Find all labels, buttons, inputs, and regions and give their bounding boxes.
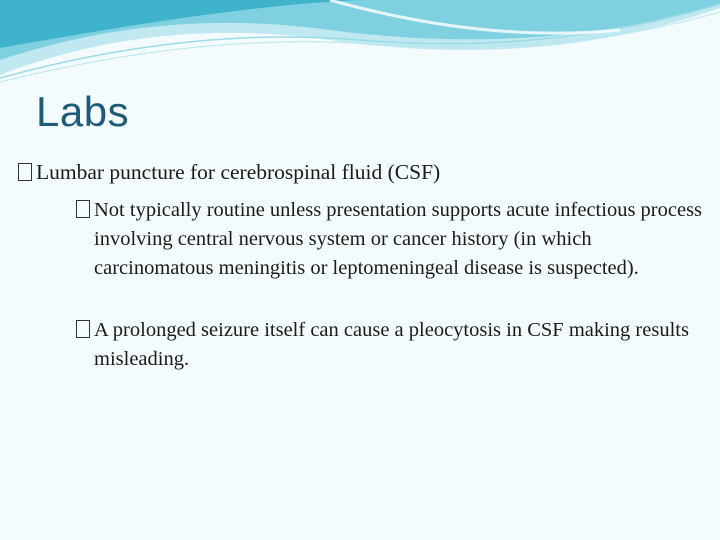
bullet-text: A prolonged seizure itself can cause a pleocytosis in CSF making results misleading. xyxy=(94,319,689,370)
slide-title: Labs xyxy=(36,88,130,135)
bullet-level-2 xyxy=(76,196,714,283)
bullet-level-2 xyxy=(76,316,714,374)
bullet-glyph-icon xyxy=(76,320,90,338)
header-wave-decoration xyxy=(0,0,720,90)
bullet-glyph-icon xyxy=(76,200,90,218)
bullet-level-1 xyxy=(18,158,698,187)
bullet-text: Not typically routine unless presentation supports acute infectious process involving central nervous system or cancer history (in which carcinomatous meningitis or leptomeningeal disease is suspected). xyxy=(94,199,703,279)
bullet-glyph-icon xyxy=(18,163,32,181)
bullet-text: Lumbar puncture for cerebrospinal fluid (CSF) xyxy=(36,160,441,184)
